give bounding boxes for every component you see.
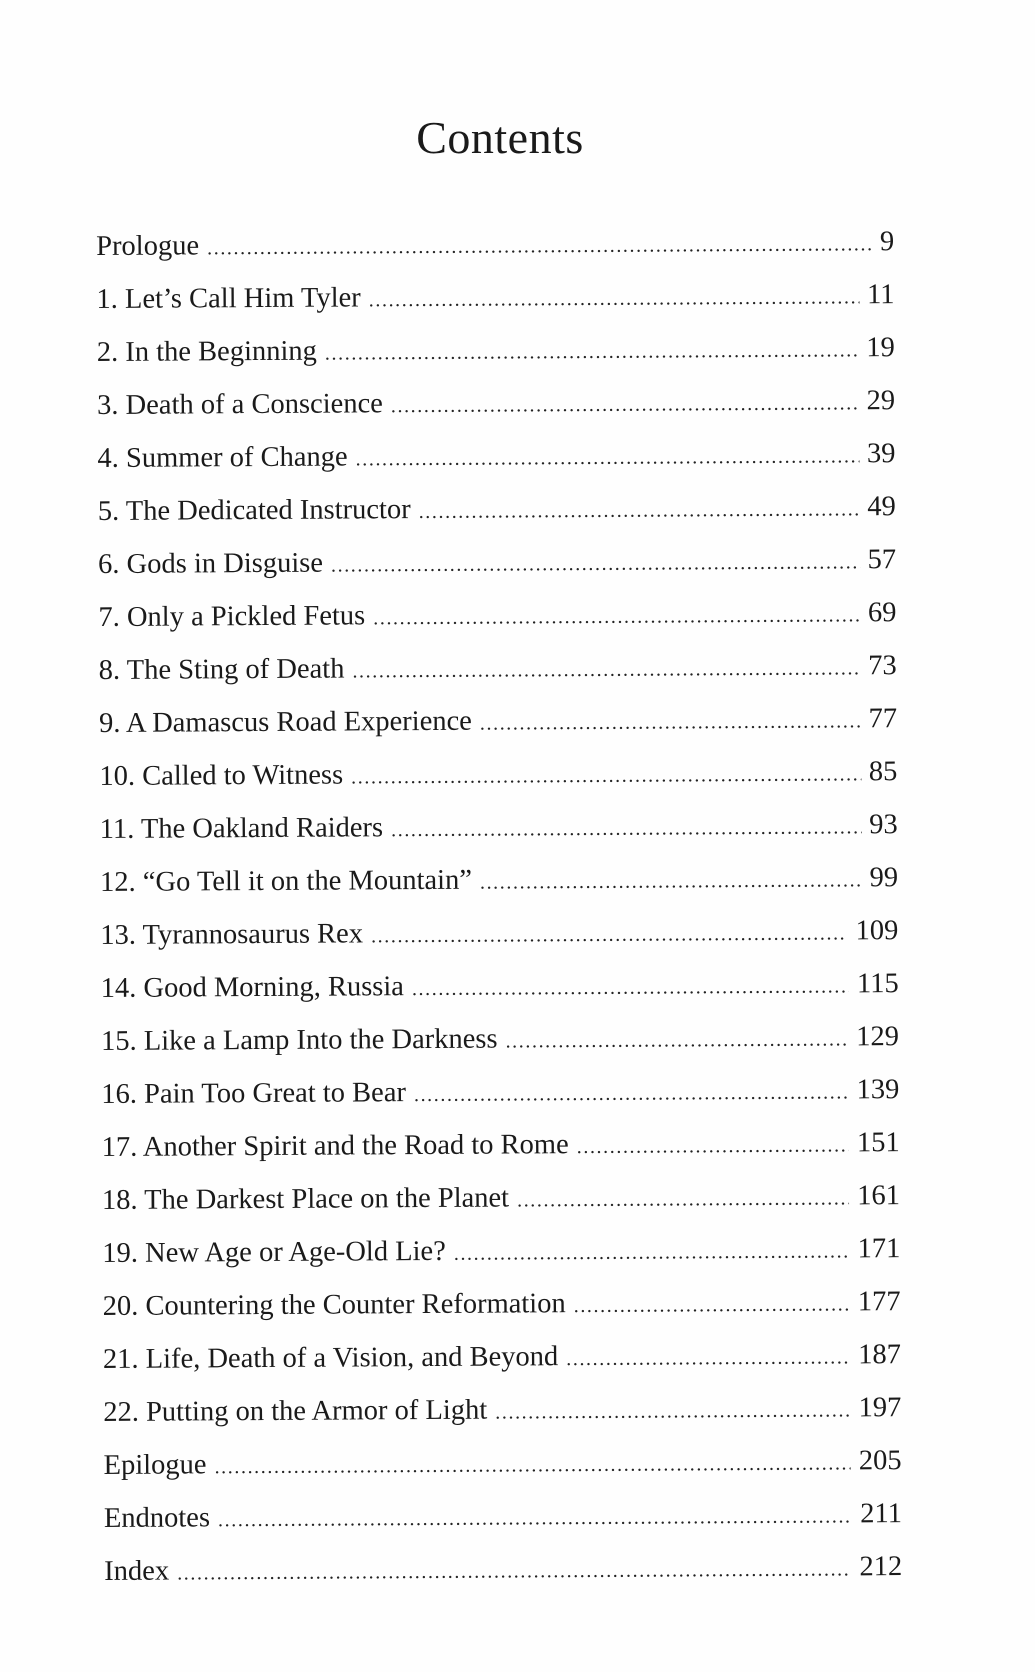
toc-entry-page-number: 109	[855, 915, 899, 947]
toc-entry	[101, 1010, 899, 1068]
toc-entry-page-number: 85	[868, 756, 898, 788]
toc-entry	[101, 1063, 899, 1121]
toc-entry-page-number: 99	[869, 862, 899, 894]
toc-entry	[97, 321, 895, 379]
dot-leader	[373, 589, 860, 645]
toc-entry-title: Prologue	[96, 230, 200, 262]
dot-leader	[371, 907, 848, 963]
toc-entry	[102, 1169, 900, 1227]
toc-entry-page-number: 57	[867, 544, 897, 576]
toc-entry-title: 2. In the Beginning	[96, 335, 317, 368]
toc-entry-title: 13. Tyrannosaurus Rex	[100, 918, 364, 951]
toc-entry	[102, 1275, 900, 1333]
dot-leader	[414, 1066, 849, 1122]
toc-entry-title: 7. Only a Pickled Fetus	[98, 600, 366, 633]
dot-leader	[480, 695, 861, 750]
dot-leader	[355, 430, 859, 486]
toc-entry	[100, 904, 898, 962]
toc-entry	[100, 851, 898, 909]
toc-entry-title: 18. The Darkest Place on the Planet	[101, 1182, 510, 1216]
toc-entry-title: 14. Good Morning, Russia	[100, 971, 405, 1004]
toc-entry-page-number: 171	[857, 1233, 901, 1265]
toc-entry-title: 19. New Age or Age-Old Lie?	[102, 1235, 446, 1269]
toc-entry	[100, 798, 898, 856]
toc-entry	[102, 1116, 900, 1174]
dot-leader	[419, 483, 860, 539]
toc-entry-page-number: 129	[856, 1021, 900, 1053]
dot-leader	[207, 218, 872, 275]
dot-leader	[325, 324, 859, 380]
toc-entry	[99, 692, 897, 750]
dot-leader	[214, 1437, 851, 1494]
dot-leader	[577, 1119, 850, 1174]
dot-leader	[505, 1013, 848, 1068]
toc-entry	[99, 639, 897, 697]
dot-leader	[218, 1490, 853, 1547]
toc-entry-page-number: 187	[858, 1339, 902, 1371]
toc-entry-title: 11. The Oakland Raiders	[99, 812, 384, 845]
toc-entry	[96, 215, 894, 273]
toc-entry-page-number: 77	[868, 703, 898, 735]
toc-entry	[98, 533, 896, 591]
toc-entry-title: Index	[104, 1555, 170, 1587]
dot-leader	[412, 960, 849, 1016]
toc-entry-page-number: 73	[868, 650, 897, 682]
toc-entry	[101, 957, 899, 1015]
toc-entry-page-number: 49	[867, 491, 896, 523]
dot-leader	[177, 1543, 852, 1600]
toc-entry-title: 22. Putting on the Armor of Light	[103, 1394, 488, 1428]
page-title: Contents	[416, 112, 584, 163]
toc-entry-page-number: 212	[859, 1551, 903, 1583]
toc-entry-page-number: 19	[866, 332, 895, 364]
toc-entry-title: 15. Like a Lamp Into the Darkness	[100, 1023, 498, 1057]
toc-entry-title: 16. Pain Too Great to Bear	[101, 1077, 407, 1110]
toc-entry-page-number: 29	[866, 385, 896, 417]
dot-leader	[495, 1384, 851, 1439]
toc-entry	[102, 1222, 900, 1280]
dot-leader	[391, 801, 861, 857]
toc-entry-page-number: 197	[858, 1392, 902, 1424]
dot-leader	[331, 536, 860, 592]
dot-leader	[391, 377, 859, 433]
toc-entry-title: 6. Gods in Disguise	[98, 547, 324, 580]
toc-entry-page-number: 139	[856, 1074, 900, 1106]
toc-entry	[98, 480, 896, 538]
dot-leader	[517, 1172, 849, 1227]
toc-entry-title: 4. Summer of Change	[97, 441, 348, 474]
toc-entry	[99, 745, 897, 803]
dot-leader	[574, 1278, 851, 1333]
dot-leader	[566, 1331, 850, 1386]
toc-entry-page-number: 9	[879, 226, 895, 258]
toc-entry-title: 9. A Damascus Road Experience	[98, 705, 472, 739]
toc-entry-page-number: 93	[869, 809, 898, 841]
toc-entry-title: 20. Countering the Counter Reformation	[102, 1288, 566, 1322]
toc-entry-title: 8. The Sting of Death	[98, 653, 345, 686]
toc-entry-title: Endnotes	[103, 1502, 211, 1534]
toc-entry-page-number: 11	[866, 279, 895, 311]
toc-entry-title: 12. “Go Tell it on the Mountain”	[99, 864, 473, 898]
toc-entry	[104, 1540, 902, 1598]
dot-leader	[480, 854, 862, 909]
dot-leader	[369, 271, 860, 327]
toc-entry-page-number: 151	[856, 1127, 900, 1159]
toc-entry-page-number: 69	[867, 597, 897, 629]
toc-entry-title: 21. Life, Death of a Vision, and Beyond	[102, 1341, 559, 1375]
toc-entry	[103, 1328, 901, 1386]
toc-entry	[97, 427, 895, 485]
dot-leader	[454, 1225, 850, 1280]
dot-leader	[352, 642, 860, 698]
toc-entry	[96, 268, 894, 326]
toc-entry	[104, 1487, 902, 1545]
toc-entry-title: Epilogue	[103, 1449, 207, 1481]
toc-entry-title: 17. Another Spirit and the Road to Rome	[101, 1129, 569, 1163]
toc-entry-title: 5. The Dedicated Instructor	[97, 494, 411, 527]
toc-entry-page-number: 115	[856, 968, 899, 1000]
toc-entry	[98, 586, 896, 644]
toc-entry	[103, 1381, 901, 1439]
toc-entry-title: 1. Let’s Call Him Tyler	[96, 282, 361, 315]
dot-leader	[351, 748, 861, 804]
table-of-contents	[96, 215, 902, 1598]
toc-entry	[103, 1434, 901, 1492]
toc-entry-page-number: 177	[857, 1286, 901, 1318]
toc-entry-page-number: 205	[858, 1445, 902, 1477]
toc-entry-page-number: 39	[866, 438, 896, 470]
toc-entry	[97, 374, 895, 432]
toc-entry-title: 3. Death of a Conscience	[97, 388, 383, 421]
toc-entry-title: 10. Called to Witness	[99, 759, 344, 792]
toc-entry-page-number: 211	[860, 1498, 903, 1530]
toc-entry-page-number: 161	[857, 1180, 901, 1212]
